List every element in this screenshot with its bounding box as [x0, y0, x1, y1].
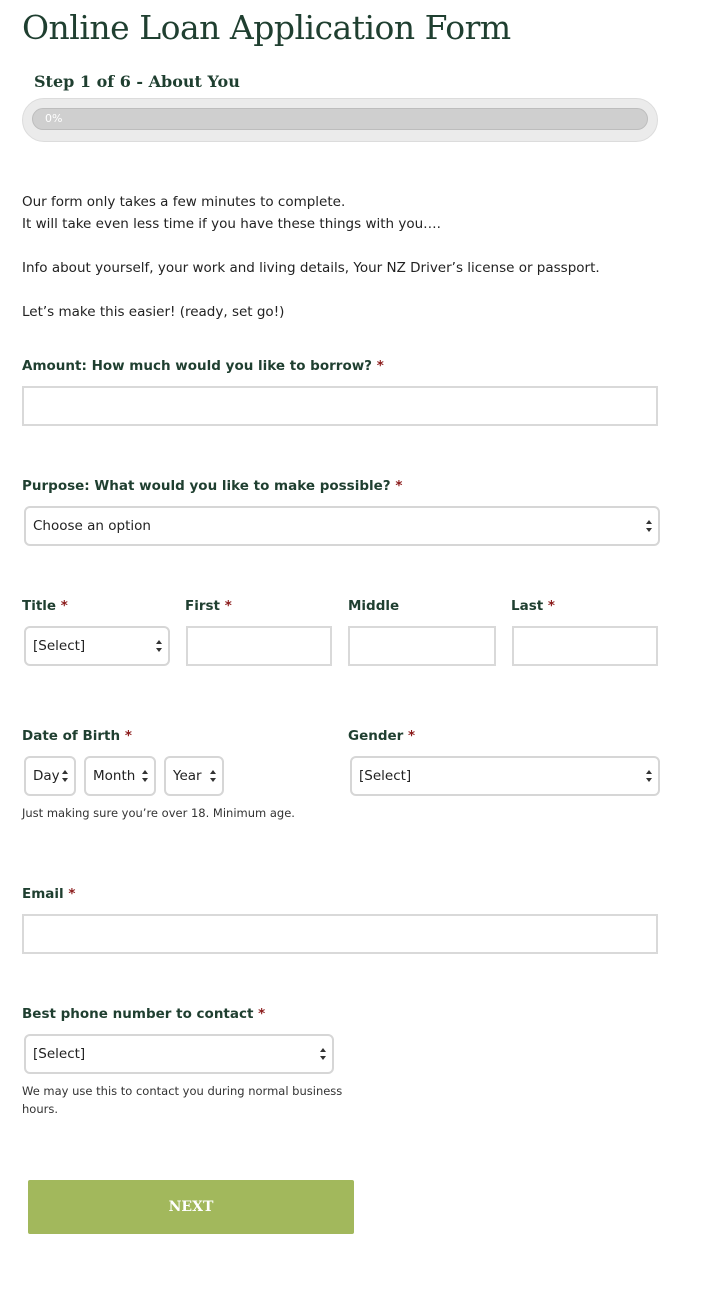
title-label [22, 598, 68, 614]
purpose-select-value: Choose an option [33, 518, 151, 534]
required-marker: * [547, 598, 555, 614]
phone-help-text-2: hours. [22, 1102, 58, 1116]
page-title: Online Loan Application Form [22, 8, 511, 47]
dob-month-value: Month [93, 768, 136, 784]
phone-help-text-1: We may use this to contact you during normal business [22, 1084, 343, 1098]
amount-label-text: Amount: How much would you like to borrow? [22, 358, 373, 374]
title-select[interactable] [24, 626, 170, 666]
select-arrows-icon [62, 770, 69, 782]
required-marker: * [395, 478, 403, 494]
step-indicator: Step 1 of 6 - About You [34, 72, 240, 91]
phone-label [22, 1006, 265, 1022]
intro-text-2: It will take even less time if you have these things with you…. [22, 216, 441, 232]
select-arrows-icon [646, 520, 653, 532]
dob-label-text: Date of Birth [22, 728, 121, 744]
progress-track [32, 108, 648, 130]
amount-input[interactable] [22, 386, 658, 426]
last-name-input[interactable] [512, 626, 658, 666]
purpose-label-text: Purpose: What would you like to make possible? [22, 478, 391, 494]
required-marker: * [376, 358, 384, 374]
select-arrows-icon [210, 770, 217, 782]
first-name-input[interactable] [186, 626, 332, 666]
phone-select[interactable] [24, 1034, 334, 1074]
select-arrows-icon [646, 770, 653, 782]
required-marker: * [68, 886, 76, 902]
select-arrows-icon [142, 770, 149, 782]
middle-name-input[interactable] [348, 626, 496, 666]
intro-text-3: Info about yourself, your work and living details, Your NZ Driver’s license or passport. [22, 260, 600, 276]
required-marker: * [60, 598, 68, 614]
select-arrows-icon [156, 640, 163, 652]
dob-day-select[interactable] [24, 756, 76, 796]
email-label [22, 886, 75, 902]
required-marker: * [224, 598, 232, 614]
title-select-value: [Select] [33, 638, 86, 654]
purpose-label [22, 478, 402, 494]
first-name-label-text: First [185, 598, 220, 614]
middle-name-label: Middle [348, 598, 400, 614]
dob-month-select[interactable] [84, 756, 156, 796]
next-button[interactable]: NEXT [28, 1180, 354, 1234]
required-marker: * [258, 1006, 266, 1022]
gender-label [348, 728, 415, 744]
last-name-label-text: Last [511, 598, 544, 614]
dob-label [22, 728, 132, 744]
first-name-label [185, 598, 232, 614]
amount-label [22, 358, 384, 374]
gender-select-value: [Select] [359, 768, 412, 784]
email-input[interactable] [22, 914, 658, 954]
dob-year-value: Year [173, 768, 202, 784]
gender-select[interactable] [350, 756, 660, 796]
required-marker: * [408, 728, 416, 744]
phone-label-text: Best phone number to contact [22, 1006, 254, 1022]
intro-text-4: Let’s make this easier! (ready, set go!) [22, 304, 285, 320]
select-arrows-icon [320, 1048, 327, 1060]
dob-day-value: Day [33, 768, 60, 784]
required-marker: * [124, 728, 132, 744]
purpose-select[interactable] [24, 506, 660, 546]
dob-year-select[interactable] [164, 756, 224, 796]
intro-text-1: Our form only takes a few minutes to complete. [22, 194, 346, 210]
phone-select-value: [Select] [33, 1046, 86, 1062]
dob-help-text: Just making sure you’re over 18. Minimum age. [22, 806, 295, 820]
gender-label-text: Gender [348, 728, 404, 744]
progress-label: 0% [45, 112, 63, 125]
email-label-text: Email [22, 886, 64, 902]
progress-bar [22, 98, 658, 142]
last-name-label [511, 598, 555, 614]
title-label-text: Title [22, 598, 57, 614]
